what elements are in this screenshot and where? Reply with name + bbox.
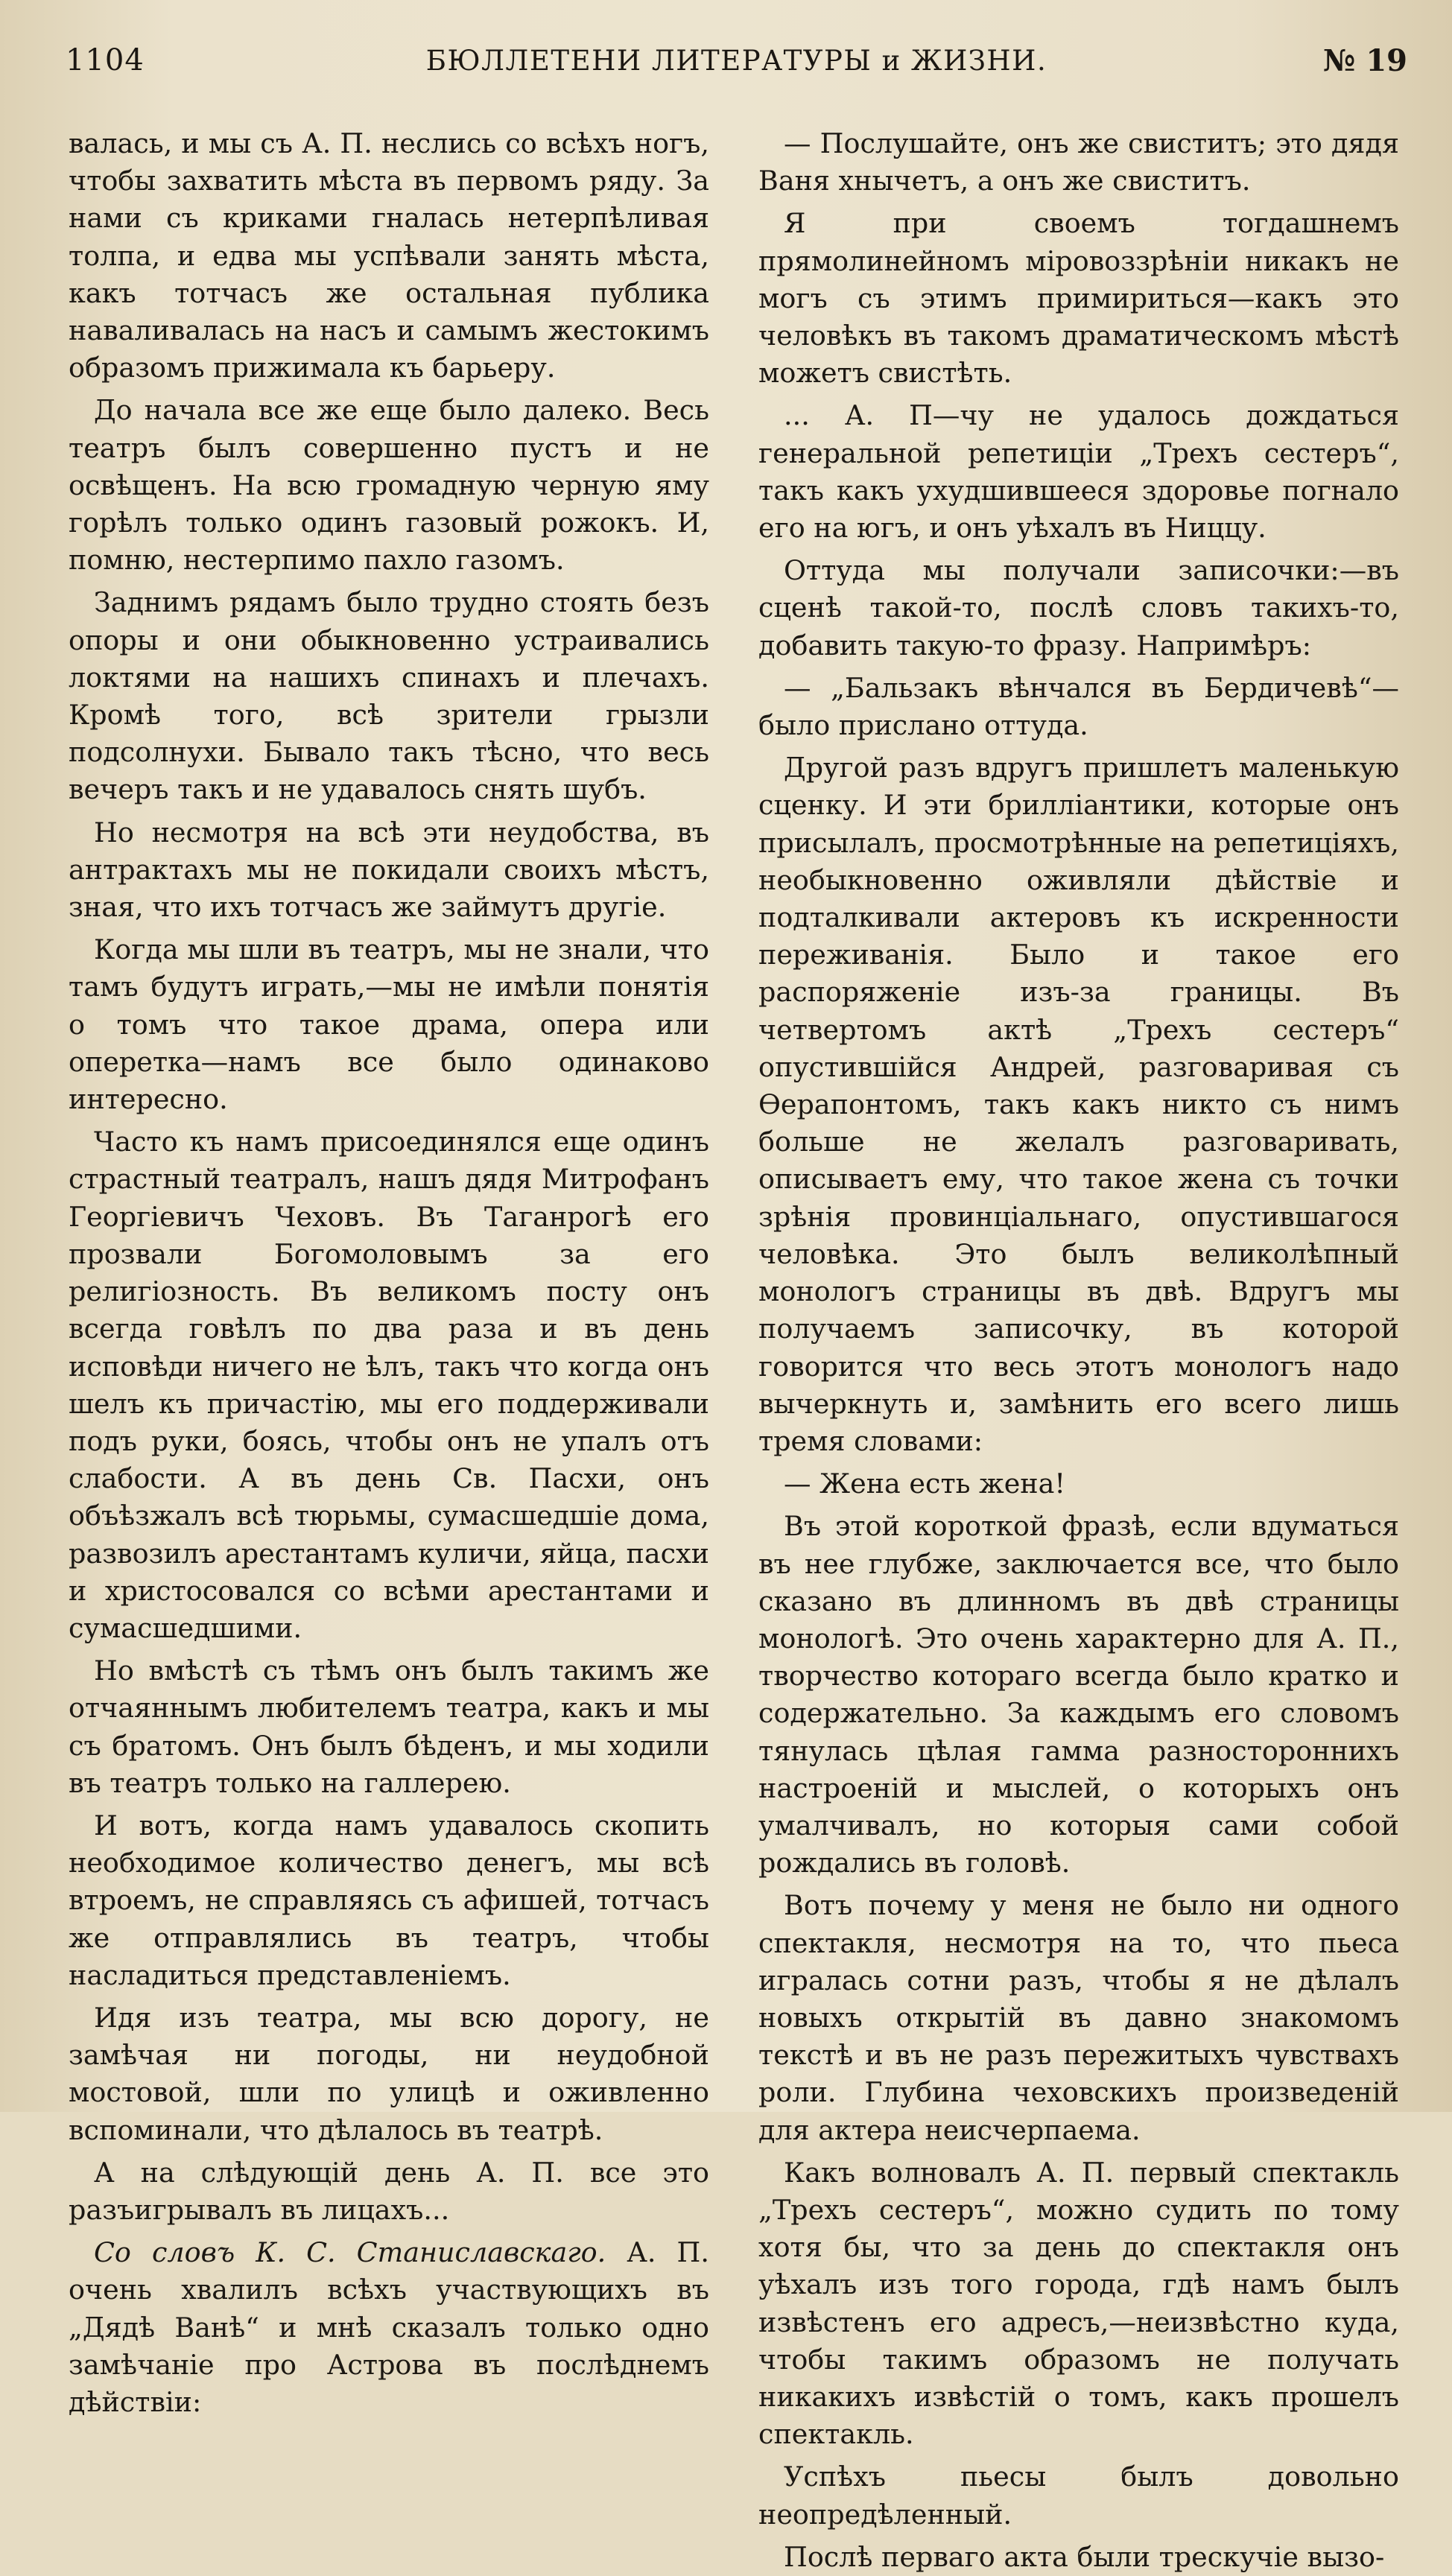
page-header: [66, 43, 1407, 88]
paragraph: — Послушайте, онъ же свиститъ; это дядя Ваня хнычетъ, а онъ же свиститъ.: [758, 127, 1399, 197]
paragraph: Вотъ почему у меня не было ни одного спектакля, несмотря на то, что пьеса игралась сотни разъ, чтобы я не дѣлалъ новыхъ открытій въ давно знакомомъ текстѣ и въ не разъ пережитыхъ чувствахъ роли. Глубина чеховскихъ произведеній для актера неисчерпаема.: [758, 1889, 1399, 2146]
paragraph: Оттуда мы получали записочки:—въ сценѣ такой-то, послѣ словъ такихъ-то, добавить такую-то фразу. Напримѣръ:: [758, 554, 1399, 662]
paragraph: Когда мы шли въ театръ, мы не знали, что тамъ будутъ играть,—мы не имѣли понятія о томъ что такое драма, опера или оперетка—намъ все было одинаково интересно.: [69, 933, 709, 1116]
right-column: [758, 125, 1399, 2576]
attribution-lead: Со словъ К. С. Станиславскаго.: [94, 2236, 606, 2269]
paragraph: Въ этой короткой фразѣ, если вдуматься въ нее глубже, заключается все, что было сказано въ длинномъ въ двѣ страницы монологѣ. Это очень характерно для А. П., творчество котораго всегда было кратко и содержательно. За каждымъ его словомъ тянулась цѣлая гамма разностороннихъ настроеній и мыслей, о которыхъ онъ умалчивалъ, но которыя сами собой рождались въ головѣ.: [758, 1510, 1399, 1879]
paragraph: — „Бальзакъ вѣнчался въ Бердичевѣ“— было прислано оттуда.: [758, 671, 1399, 742]
paragraph: валась, и мы съ А. П. неслись со всѣхъ ногъ, чтобы захватить мѣста въ первомъ ряду. За нами съ криками гналась нетерпѣливая толпа, и едва мы успѣвали занять мѣста, какъ тотчасъ же остальная публика наваливалась на насъ и самымъ жестокимъ образомъ прижимала къ барьеру.: [69, 127, 709, 384]
paragraph: Заднимъ рядамъ было трудно стоять безъ опоры и они обыкновенно устраивались локтями на нашихъ спинахъ и плечахъ. Кромѣ того, всѣ зрители грызли подсолнухи. Бывало такъ тѣсно, что весь вечеръ такъ и не удавалось снять шубъ.: [69, 586, 709, 806]
running-title: БЮЛЛЕТЕНИ ЛИТЕРАТУРЫ и ЖИЗНИ.: [425, 45, 1047, 77]
paragraph: Послѣ перваго акта были трескучіе вызо-: [784, 2540, 1385, 2573]
page-number: 1104: [66, 43, 145, 77]
paragraph: Часто къ намъ присоединялся еще одинъ страстный театралъ, нашъ дядя Митрофанъ Георгіевичъ Чеховъ. Въ Таганрогѣ его прозвали Богомоловымъ за его религіозность. Въ великомъ посту онъ всегда говѣлъ по два раза и въ день исповѣди ничего не ѣлъ, такъ что когда онъ шелъ къ причастію, мы его поддерживали подъ руки, боясь, чтобы онъ не упалъ отъ слабости. А въ день Св. Пасхи, онъ объѣзжалъ всѣ тюрьмы, сумасшедшіе дома, развозилъ арестантамъ куличи, яйца, пасхи и христосовался со всѣми арестантами и сумасшедшими.: [69, 1126, 709, 1644]
paragraph: Я при своемъ тогдашнемъ прямолинейномъ міровоззрѣніи никакъ не могъ съ этимъ примириться—какъ это человѣкъ въ такомъ драматическомъ мѣстѣ можетъ свистѣть.: [758, 207, 1399, 390]
paragraph: Какъ волновалъ А. П. первый спектакль „Трехъ сестеръ“, можно судить по тому хотя бы, что за день до спектакля онъ уѣхалъ изъ того города, гдѣ намъ былъ извѣстенъ его адресъ,—неизвѣстно куда, чтобы такимъ образомъ не получать никакихъ извѣстій о томъ, какъ прошелъ спектакль.: [758, 2156, 1399, 2451]
paragraph: До начала все же еще было далеко. Весь театръ былъ совершенно пустъ и не освѣщенъ. На всю громадную черную яму горѣлъ только одинъ газовый рожокъ. И, помню, нестерпимо пахло газомъ.: [69, 394, 709, 577]
paragraph-attribution: [69, 2234, 709, 2421]
paragraph: Но вмѣстѣ съ тѣмъ онъ былъ такимъ же отчаяннымъ любителемъ театра, какъ и мы съ братомъ. Онъ былъ бѣденъ, и мы ходили въ театръ только на галлерею.: [69, 1655, 709, 1799]
paragraph: — Жена есть жена!: [784, 1468, 1066, 1500]
paragraph: Другой разъ вдругъ пришлетъ маленькую сценку. И эти бриллiантики, которые онъ присылалъ, просмотрѣнные на репетиціяхъ, необыкновенно оживляли дѣйствіе и подталкивали актеровъ къ искренности переживанія. Было и такое его распоряженіе изъ-за границы. Въ четвертомъ актѣ „Трехъ сестеръ“ опустившійся Андрей, разговаривая съ Ѳерапонтомъ, такъ какъ никто съ нимъ больше не желалъ разговаривать, описываетъ ему, что такое жена съ точки зрѣнія провинціальнаго, опустившагося человѣка. Это былъ великолѣпный монологъ страницы въ двѣ. Вдругъ мы получаемъ записочку, въ которой говорится что весь этотъ монологъ надо вычеркнуть и, замѣнить его всего лишь тремя словами:: [758, 752, 1399, 1457]
paragraph: ... А. П—чу не удалось дождаться генеральной репетиціи „Трехъ сестеръ“, такъ какъ ухудшившееся здоровье погнало его на югъ, и онъ уѣхалъ въ Ниццу.: [758, 399, 1399, 545]
issue-number: № 19: [1322, 43, 1407, 78]
paragraph: Успѣхъ пьесы былъ довольно неопредѣленный.: [758, 2461, 1399, 2531]
paragraph: И вотъ, когда намъ удавалось скопить необходимое количество денегъ, мы всѣ втроемъ, не справляясь съ афишей, тотчасъ же отправлялись въ театръ, чтобы насладиться представленіемъ.: [69, 1809, 709, 1991]
left-column: [69, 125, 709, 2421]
paragraph: Идя изъ театра, мы всю дорогу, не замѣчая ни погоды, ни неудобной мостовой, шли по улицѣ и оживленно вспоминали, что дѣлалось въ театрѣ.: [69, 2001, 709, 2146]
paragraph: А на слѣдующій день А. П. все это разъигрывалъ въ лицахъ...: [69, 2156, 709, 2226]
attribution-text: А. П. очень хвалилъ всѣхъ участвующихъ въ „Дядѣ Ванѣ“ и мнѣ сказалъ только одно замѣчаніе про Астрова въ послѣднемъ дѣйствіи:: [69, 2236, 709, 2418]
paragraph: Но несмотря на всѣ эти неудобства, въ антрактахъ мы не покидали своихъ мѣстъ, зная, что ихъ тотчасъ же займутъ другіе.: [69, 816, 709, 924]
